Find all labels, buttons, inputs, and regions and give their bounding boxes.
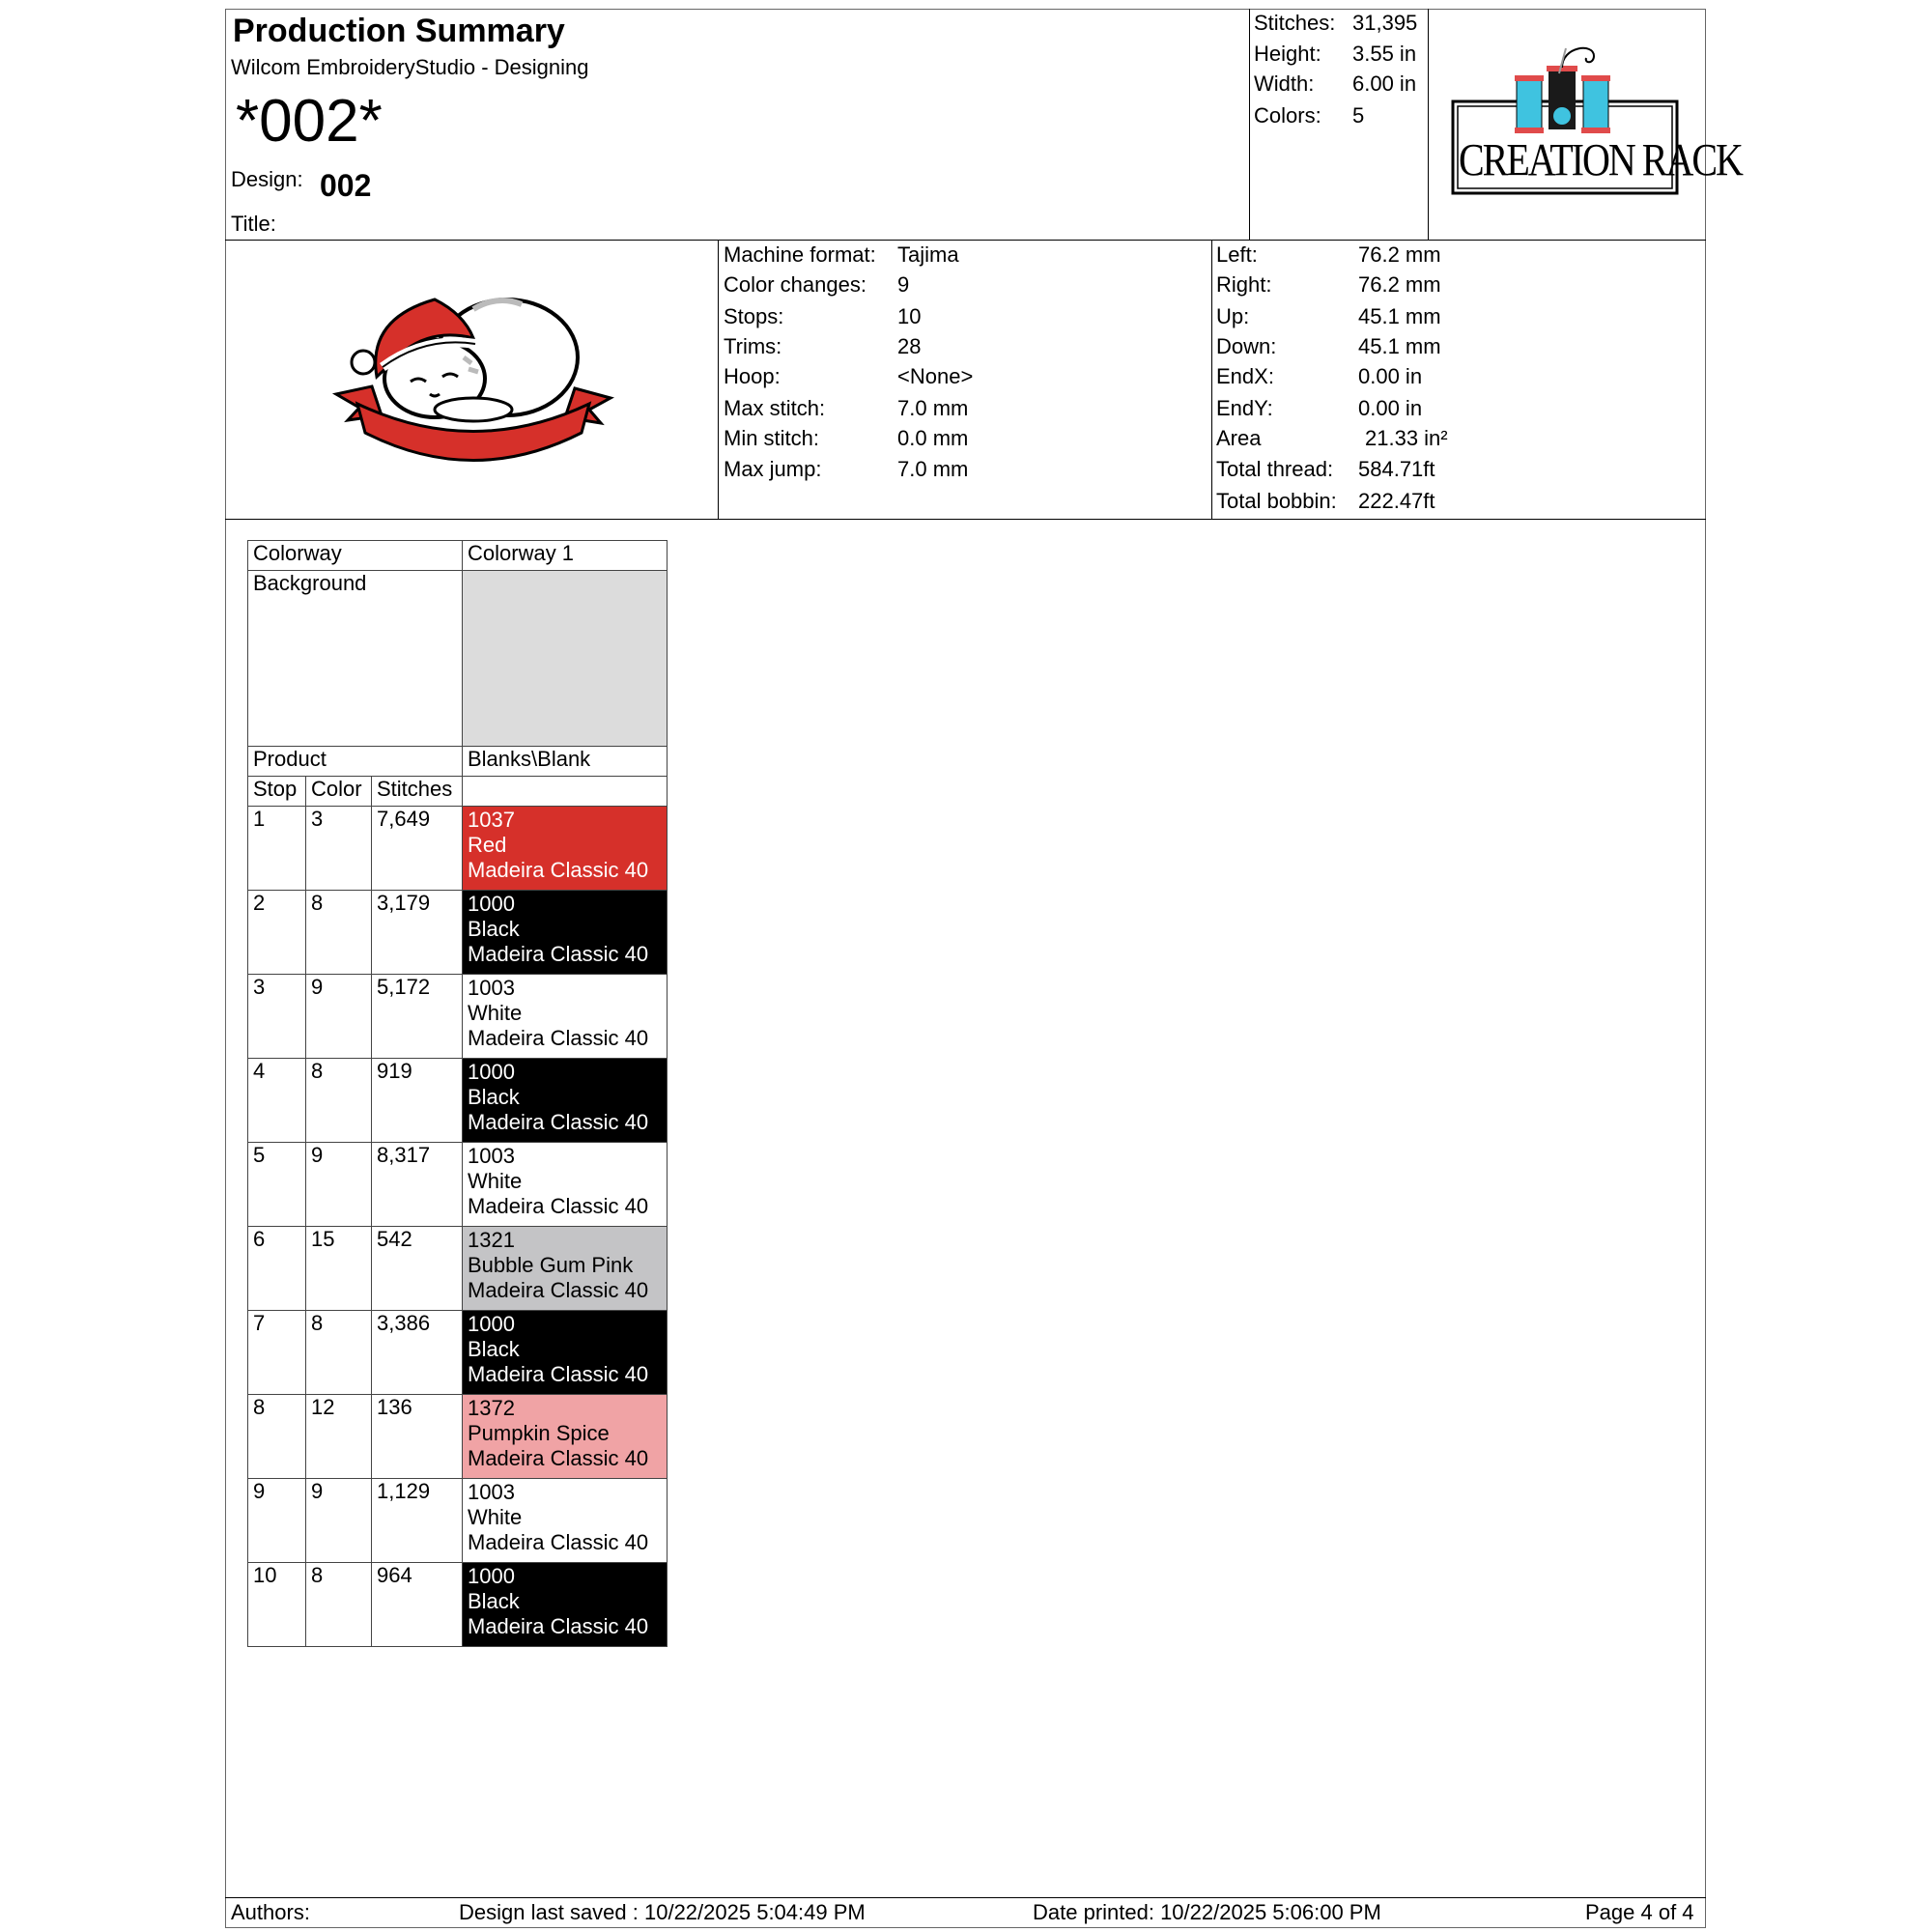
thread-brand: Madeira Classic 40 xyxy=(468,1362,649,1386)
colorway-table xyxy=(247,540,668,1647)
info-divider xyxy=(718,240,719,520)
up-value: 45.1 mm xyxy=(1358,304,1441,328)
up-label: Up: xyxy=(1216,304,1250,328)
thread-name: Black xyxy=(468,1337,520,1361)
table-row xyxy=(248,975,668,1059)
thread-name: Black xyxy=(468,917,520,941)
color-number: 12 xyxy=(306,1395,372,1479)
table-row xyxy=(248,1059,668,1143)
stops-label: Stops: xyxy=(724,304,784,328)
stitches-column-header: Stitches xyxy=(372,777,463,807)
thread-brand: Madeira Classic 40 xyxy=(468,1026,649,1050)
stops-value: 10 xyxy=(897,304,922,328)
max-stitch-label: Max stitch: xyxy=(724,396,826,420)
thread-swatch xyxy=(463,807,668,891)
stop-number: 6 xyxy=(248,1227,306,1311)
thread-code: 1000 xyxy=(468,1060,515,1084)
info-divider xyxy=(1211,240,1212,520)
thread-brand: Madeira Classic 40 xyxy=(468,1110,649,1134)
max-jump-value: 7.0 mm xyxy=(897,457,969,481)
thread-brand: Madeira Classic 40 xyxy=(468,1278,649,1302)
thread-brand: Madeira Classic 40 xyxy=(468,1446,649,1470)
thread-name: Pumpkin Spice xyxy=(468,1421,610,1445)
stop-number: 1 xyxy=(248,807,306,891)
color-changes-label: Color changes: xyxy=(724,272,867,297)
left-value: 76.2 mm xyxy=(1358,242,1441,267)
left-label: Left: xyxy=(1216,242,1258,267)
header-bottom-rule xyxy=(225,240,1706,241)
total-thread-value: 584.71ft xyxy=(1358,457,1435,481)
color-number: 8 xyxy=(306,1059,372,1143)
sleeping-cat-santa-hat-icon xyxy=(328,290,618,469)
thread-name: White xyxy=(468,1169,523,1193)
thread-swatch xyxy=(463,1059,668,1143)
column-header-row xyxy=(248,777,668,807)
background-label: Background xyxy=(248,571,463,747)
stitch-count: 3,386 xyxy=(372,1311,463,1395)
colors-value: 5 xyxy=(1352,103,1365,128)
design-preview xyxy=(328,290,618,469)
date-printed: Date printed: 10/22/2025 5:06:00 PM xyxy=(1033,1900,1381,1924)
hoop-value: <None> xyxy=(897,364,974,388)
thread-swatch xyxy=(463,1479,668,1563)
stitch-count: 5,172 xyxy=(372,975,463,1059)
thread-swatch xyxy=(463,1395,668,1479)
background-row xyxy=(248,571,668,747)
down-value: 45.1 mm xyxy=(1358,334,1441,358)
product-row xyxy=(248,747,668,777)
colorway-label: Colorway xyxy=(248,541,463,571)
table-row xyxy=(248,1143,668,1227)
table-row xyxy=(248,1311,668,1395)
stop-number: 10 xyxy=(248,1563,306,1647)
page-title: Production Summary xyxy=(233,13,565,49)
thread-name: Black xyxy=(468,1589,520,1613)
thread-brand: Madeira Classic 40 xyxy=(468,1530,649,1554)
colorway-value: Colorway 1 xyxy=(463,541,668,571)
table-row xyxy=(248,807,668,891)
authors-label: Authors: xyxy=(231,1900,310,1924)
stitch-count: 8,317 xyxy=(372,1143,463,1227)
height-label: Height: xyxy=(1254,42,1321,66)
endx-label: EndX: xyxy=(1216,364,1274,388)
total-bobbin-value: 222.47ft xyxy=(1358,489,1435,513)
table-row xyxy=(248,1563,668,1647)
design-label: Design: xyxy=(231,167,303,191)
thread-brand: Madeira Classic 40 xyxy=(468,942,649,966)
header-divider xyxy=(1249,9,1250,241)
stitch-count: 3,179 xyxy=(372,891,463,975)
total-bobbin-label: Total bobbin: xyxy=(1216,489,1337,513)
page-number: Page 4 of 4 xyxy=(1585,1900,1694,1924)
right-value: 76.2 mm xyxy=(1358,272,1441,297)
stop-number: 8 xyxy=(248,1395,306,1479)
right-label: Right: xyxy=(1216,272,1272,297)
thread-code: 1000 xyxy=(468,1312,515,1336)
color-number: 9 xyxy=(306,1479,372,1563)
colors-label: Colors: xyxy=(1254,103,1321,128)
thread-name: White xyxy=(468,1505,523,1529)
thread-code: 1321 xyxy=(468,1228,515,1252)
thread-code: 1003 xyxy=(468,1144,515,1168)
stitches-label: Stitches: xyxy=(1254,11,1336,35)
color-number: 9 xyxy=(306,975,372,1059)
hoop-label: Hoop: xyxy=(724,364,781,388)
thread-column-header xyxy=(463,777,668,807)
color-number: 8 xyxy=(306,1311,372,1395)
last-saved: Design last saved : 10/22/2025 5:04:49 PM xyxy=(459,1900,866,1924)
stitches-value: 31,395 xyxy=(1352,11,1418,35)
thread-swatch xyxy=(463,1227,668,1311)
thread-name: Black xyxy=(468,1085,520,1109)
table-row xyxy=(248,1227,668,1311)
thread-swatch xyxy=(463,891,668,975)
logo-text: CREATION RACK xyxy=(1459,133,1742,186)
color-column-header: Color xyxy=(306,777,372,807)
height-value: 3.55 in xyxy=(1352,42,1417,66)
width-value: 6.00 in xyxy=(1352,71,1417,96)
endy-label: EndY: xyxy=(1216,396,1273,420)
thread-code: 1000 xyxy=(468,1564,515,1588)
color-number: 8 xyxy=(306,891,372,975)
max-jump-label: Max jump: xyxy=(724,457,822,481)
design-barcode-text: *002* xyxy=(236,88,383,155)
color-number: 9 xyxy=(306,1143,372,1227)
stop-number: 5 xyxy=(248,1143,306,1227)
trims-label: Trims: xyxy=(724,334,782,358)
min-stitch-value: 0.0 mm xyxy=(897,426,969,450)
table-row xyxy=(248,891,668,975)
stop-number: 9 xyxy=(248,1479,306,1563)
stop-number: 3 xyxy=(248,975,306,1059)
thread-name: White xyxy=(468,1001,523,1025)
thread-swatch xyxy=(463,1563,668,1647)
thread-code: 1000 xyxy=(468,892,515,916)
header-divider xyxy=(1428,9,1429,241)
stop-number: 4 xyxy=(248,1059,306,1143)
stitch-count: 964 xyxy=(372,1563,463,1647)
thread-code: 1003 xyxy=(468,1480,515,1504)
colorway-row xyxy=(248,541,668,571)
color-number: 15 xyxy=(306,1227,372,1311)
thread-code: 1372 xyxy=(468,1396,515,1420)
trims-value: 28 xyxy=(897,334,922,358)
creation-rack-logo xyxy=(1449,39,1742,198)
thread-name: Red xyxy=(468,833,507,857)
endx-value: 0.00 in xyxy=(1358,364,1423,388)
software-name: Wilcom EmbroideryStudio - Designing xyxy=(231,55,589,79)
color-number: 8 xyxy=(306,1563,372,1647)
width-label: Width: xyxy=(1254,71,1315,96)
stop-column-header: Stop xyxy=(248,777,306,807)
stitch-count: 919 xyxy=(372,1059,463,1143)
thread-code: 1003 xyxy=(468,976,515,1000)
down-label: Down: xyxy=(1216,334,1277,358)
stitch-count: 542 xyxy=(372,1227,463,1311)
design-value: 002 xyxy=(320,168,372,203)
thread-code: 1037 xyxy=(468,808,515,832)
thread-brand: Madeira Classic 40 xyxy=(468,1194,649,1218)
thread-swatch xyxy=(463,975,668,1059)
stitch-count: 136 xyxy=(372,1395,463,1479)
table-row xyxy=(248,1395,668,1479)
thread-name: Bubble Gum Pink xyxy=(468,1253,634,1277)
area-label: Area xyxy=(1216,426,1262,450)
stop-number: 2 xyxy=(248,891,306,975)
thread-swatch xyxy=(463,1311,668,1395)
table-row xyxy=(248,1479,668,1563)
area-value: 21.33 in² xyxy=(1365,426,1448,450)
stitch-count: 7,649 xyxy=(372,807,463,891)
machine-format-label: Machine format: xyxy=(724,242,876,267)
background-swatch xyxy=(463,571,668,747)
product-value: Blanks\Blank xyxy=(463,747,668,777)
footer-rule xyxy=(225,1897,1706,1898)
color-number: 3 xyxy=(306,807,372,891)
thread-brand: Madeira Classic 40 xyxy=(468,858,649,882)
title-label: Title: xyxy=(231,212,276,236)
total-thread-label: Total thread: xyxy=(1216,457,1334,481)
stitch-count: 1,129 xyxy=(372,1479,463,1563)
color-changes-value: 9 xyxy=(897,272,910,297)
info-bottom-rule xyxy=(225,519,1706,520)
thread-swatch xyxy=(463,1143,668,1227)
thread-brand: Madeira Classic 40 xyxy=(468,1614,649,1638)
product-label: Product xyxy=(248,747,463,777)
max-stitch-value: 7.0 mm xyxy=(897,396,969,420)
stop-number: 7 xyxy=(248,1311,306,1395)
machine-format-value: Tajima xyxy=(897,242,959,267)
min-stitch-label: Min stitch: xyxy=(724,426,820,450)
endy-value: 0.00 in xyxy=(1358,396,1423,420)
